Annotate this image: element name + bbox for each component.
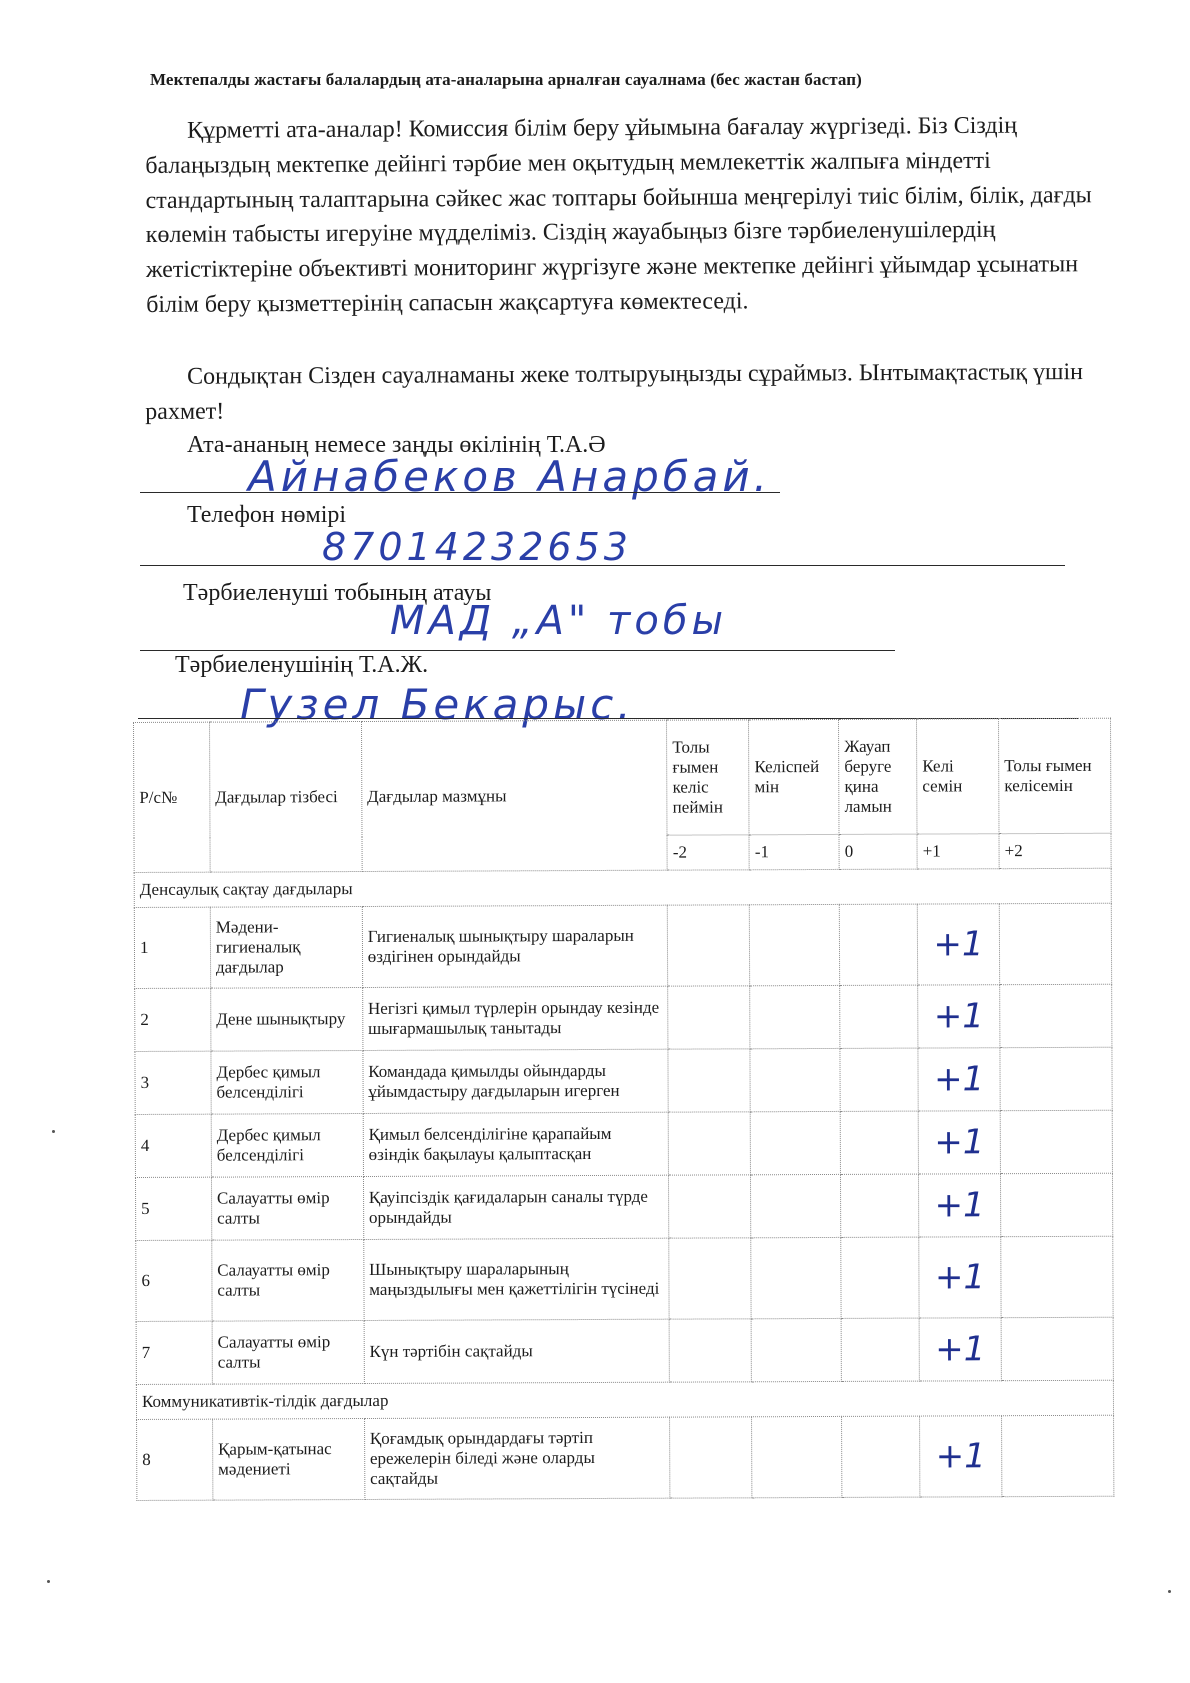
- answer-cell[interactable]: [999, 903, 1111, 984]
- phone-handwritten[interactable]: 87014232653: [322, 525, 632, 569]
- row-skill: Қарым-қатынас мәдениеті: [212, 1418, 364, 1500]
- answer-cell[interactable]: [751, 1174, 841, 1237]
- row-skill: Дене шынықтыру: [211, 988, 363, 1052]
- scan-speck: [47, 1580, 50, 1583]
- row-skill: Дербес қимыл белсенділігі: [211, 1114, 363, 1178]
- answer-cell[interactable]: [841, 1174, 919, 1237]
- scan-speck: [52, 1130, 55, 1133]
- header-option-strongly-disagree: Толы ғымен келіс пеймін: [667, 720, 749, 835]
- row-number: 1: [134, 907, 210, 988]
- header-option-strongly-agree: Толы ғымен келісемін: [999, 718, 1111, 833]
- row-content: Гигиеналық шынықтыру шараларын өздігінен орындайды: [362, 905, 668, 987]
- header-num: Р/с№: [134, 722, 211, 872]
- answer-cell[interactable]: [841, 1237, 919, 1318]
- score-cell: +2: [999, 833, 1111, 868]
- row-content: Қимыл белсенділігіне қарапайым өзіндік бақылауы қалыптасқан: [363, 1112, 669, 1176]
- table-row: [135, 1110, 1112, 1177]
- parent-name-label: Ата-ананың немесе заңды өкілінің Т.А.Ә: [187, 432, 606, 458]
- answer-mark[interactable]: +1: [917, 904, 999, 985]
- answer-cell[interactable]: [750, 985, 840, 1048]
- table-row: [136, 1317, 1113, 1384]
- table-header-row: [134, 718, 1111, 837]
- table-row: [137, 1415, 1114, 1500]
- intro-paragraph: Құрметті ата-аналар! Комиссия білім беру ұйымына бағалау жүргізеді. Біз Сіздің балаңыздың мектепке дейінгі тәрбие мен оқытудың мемлекеттік жалпыға міндетті стандартының талаптарына сәйкес жас топтары бойынша меңгерілуі тиіс білім, білік, дағды көлемін табысты игеруіне мүдделіміз. Сіздің жауабыңыз бізге тәрбиеленушілердің жетістіктеріне объективті мониторинг жүргізуге және мектепке дейінгі ұйымдар ұсынатын білім беру қызметтерінің сапасын жақсартуға көмектеседі.: [145, 112, 1092, 318]
- answer-mark[interactable]: +1: [918, 1048, 1000, 1111]
- answer-cell[interactable]: [840, 985, 918, 1048]
- section-row: [134, 868, 1111, 907]
- score-cell: -2: [667, 835, 749, 870]
- row-skill: Мәдени-гигиеналық дағдылар: [210, 907, 362, 989]
- row-content: Қауіпсіздік қағидаларын саналы түрде орындайды: [363, 1175, 669, 1239]
- answer-cell[interactable]: [842, 1416, 920, 1497]
- answer-cell[interactable]: [668, 905, 750, 986]
- answer-cell[interactable]: [669, 1238, 751, 1319]
- header-content: Дағдылар мазмұны: [361, 720, 667, 871]
- table-row: [135, 1047, 1112, 1114]
- answer-cell[interactable]: [750, 1111, 840, 1174]
- answer-cell[interactable]: [1002, 1415, 1114, 1496]
- answer-mark[interactable]: +1: [918, 1111, 1000, 1174]
- group-line: [140, 650, 895, 651]
- score-cell: 0: [839, 834, 917, 869]
- table-row: [135, 984, 1112, 1051]
- answer-cell[interactable]: [750, 1048, 840, 1111]
- row-skill: Салауатты өмір салты: [211, 1176, 363, 1240]
- answer-cell[interactable]: [1001, 1317, 1113, 1380]
- group-label: Тәрбиеленуші тобының атауы: [183, 580, 492, 606]
- row-skill: Дербес қимыл белсенділігі: [211, 1051, 363, 1115]
- child-name-label: Тәрбиеленушінің Т.А.Ж.: [175, 652, 429, 678]
- answer-cell[interactable]: [670, 1417, 752, 1498]
- table-row: [136, 1236, 1113, 1321]
- answer-cell[interactable]: [668, 986, 750, 1049]
- section-communication: Коммуникативтік-тілдік дағдылар: [136, 1380, 1113, 1419]
- score-cell: -1: [749, 834, 839, 869]
- answer-mark[interactable]: +1: [919, 1237, 1001, 1318]
- answer-cell[interactable]: [841, 1318, 919, 1381]
- answer-cell[interactable]: [1000, 984, 1112, 1047]
- row-number: 2: [135, 988, 211, 1051]
- scan-speck: [1168, 1590, 1171, 1593]
- phone-line: [140, 565, 1065, 566]
- answer-cell[interactable]: [668, 1112, 750, 1175]
- row-number: 7: [136, 1321, 212, 1384]
- answer-mark[interactable]: +1: [919, 1174, 1001, 1237]
- row-number: 4: [135, 1114, 211, 1177]
- row-number: 8: [137, 1419, 213, 1500]
- phone-label: Телефон нөмірі: [187, 502, 347, 528]
- answer-cell[interactable]: [751, 1318, 841, 1381]
- row-content: Қоғамдық орындардағы тәртіп ережелерін біледі және оларды сақтайды: [364, 1417, 670, 1499]
- child-name-handwritten[interactable]: Гузел Бекарыс.: [240, 680, 635, 729]
- row-content: Командада қимылды ойындарды ұйымдастыру дағдыларын игерген: [363, 1049, 669, 1113]
- answer-cell[interactable]: [752, 1416, 842, 1497]
- row-content: Шынықтыру шараларының маңыздылығы мен қажеттілігін түсінеді: [364, 1238, 670, 1320]
- parent-name-handwritten[interactable]: Айнабеков Анарбай.: [248, 452, 772, 501]
- table-row: [135, 1173, 1112, 1240]
- row-number: 6: [136, 1240, 212, 1321]
- answer-cell[interactable]: [840, 1048, 918, 1111]
- header-skills: Дағдылар тізбесі: [209, 722, 362, 873]
- row-number: 5: [135, 1177, 211, 1240]
- row-skill: Салауатты өмір салты: [212, 1320, 364, 1384]
- answer-mark[interactable]: +1: [920, 1416, 1002, 1497]
- header-option-undecided: Жауап беруге қина ламын: [839, 719, 917, 834]
- answer-cell[interactable]: [750, 904, 840, 985]
- answer-cell[interactable]: [668, 1049, 750, 1112]
- answer-mark[interactable]: +1: [918, 985, 1000, 1048]
- survey-table: [133, 718, 1114, 1501]
- section-health: Денсаулық сақтау дағдылары: [134, 868, 1111, 907]
- answer-cell[interactable]: [840, 1111, 918, 1174]
- request-paragraph: Сондықтан Сізден сауалнаманы жеке толтыруыңызды сұраймыз. Ынтымақтастық үшін рахмет!: [145, 359, 1084, 425]
- answer-mark[interactable]: +1: [919, 1318, 1001, 1381]
- answer-cell[interactable]: [1000, 1047, 1112, 1110]
- answer-cell[interactable]: [669, 1319, 751, 1382]
- header-option-disagree: Келіспей мін: [749, 719, 839, 834]
- row-skill: Салауатты өмір салты: [212, 1239, 364, 1321]
- row-content: Күн тәртібін сақтайды: [364, 1319, 670, 1383]
- row-number: 3: [135, 1051, 211, 1114]
- header-option-agree: Келі семін: [917, 719, 999, 834]
- survey-title: Мектепалды жастағы балалардың ата-аналарына арналған сауалнама (бес жастан бастап): [150, 70, 862, 89]
- group-handwritten[interactable]: МАД „А" тобы: [390, 598, 728, 644]
- score-cell: +1: [917, 834, 999, 869]
- answer-cell[interactable]: [669, 1175, 751, 1238]
- table-row: [134, 903, 1111, 988]
- answer-cell[interactable]: [1001, 1236, 1113, 1317]
- answer-cell[interactable]: [839, 904, 917, 985]
- answer-cell[interactable]: [1001, 1173, 1113, 1236]
- answer-cell[interactable]: [1000, 1110, 1112, 1173]
- row-content: Негізгі қимыл түрлерін орындау кезінде шығармашылық танытады: [362, 986, 668, 1050]
- section-row: [136, 1380, 1113, 1419]
- answer-cell[interactable]: [751, 1237, 841, 1318]
- parent-name-line: [140, 492, 780, 493]
